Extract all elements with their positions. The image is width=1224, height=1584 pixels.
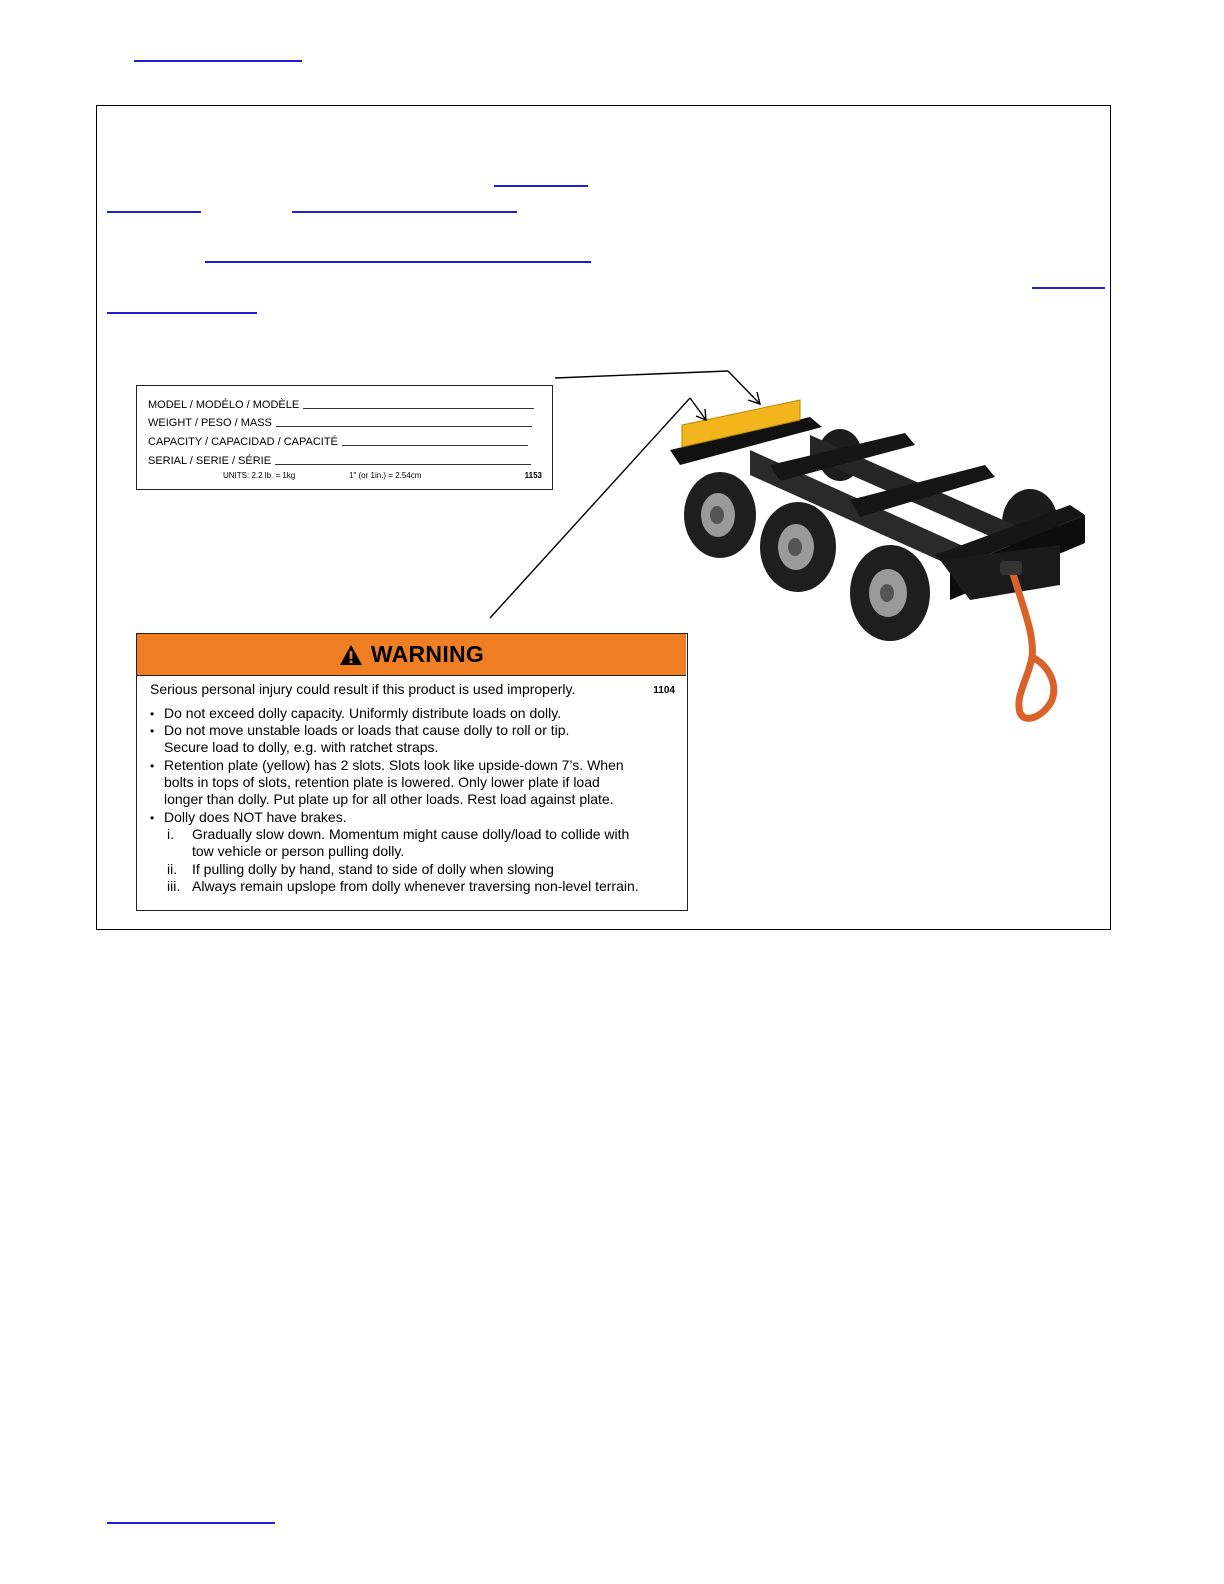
warning-line-11: Always remain upslope from dolly whenever traversing non-level terrain. <box>192 878 639 894</box>
numeral-iii: iii. <box>167 878 181 894</box>
id-row-capacity: CAPACITY / CAPACIDAD / CAPACITÉ <box>148 432 528 448</box>
warning-line-4: Retention plate (yellow) has 2 slots. Slots look like upside-down 7’s. When <box>164 757 624 773</box>
warning-header <box>137 634 686 676</box>
units-conversion: UNITS: 2.2 lb. = 1kg <box>223 471 296 480</box>
id-row-weight: WEIGHT / PESO / MASS <box>148 413 532 429</box>
warning-line-5: bolts in tops of slots, retention plate is lowered. Only lower plate if load <box>164 774 600 790</box>
bullet-4: • <box>150 811 155 825</box>
tow-strap <box>1012 570 1054 718</box>
bullet-2: • <box>150 724 155 738</box>
warning-triangle-icon <box>339 644 363 666</box>
warning-line-10: If pulling dolly by hand, stand to side of dolly when slowing <box>192 861 554 877</box>
warning-line-3: Secure load to dolly, e.g. with ratchet straps. <box>164 739 439 755</box>
dolly-image <box>660 395 1100 725</box>
identification-label <box>136 385 553 490</box>
bullet-3: • <box>150 759 155 773</box>
id-row-serial: SERIAL / SERIE / SÉRIE <box>148 451 531 467</box>
bullet-1: • <box>150 707 155 721</box>
label-code: 1153 <box>524 471 542 480</box>
warning-line-9: tow vehicle or person pulling dolly. <box>192 843 405 859</box>
numeral-i: i. <box>167 826 174 842</box>
id-row-model: MODEL / MODÉLO / MODÈLE <box>148 395 534 411</box>
footer-link[interactable] <box>107 1522 275 1524</box>
numeral-ii: ii. <box>167 861 178 877</box>
warning-intro: Serious personal injury could result if this product is used improperly. <box>150 681 576 697</box>
warning-line-2: Do not move unstable loads or loads that cause dolly to roll or tip. <box>164 722 570 738</box>
warning-code: 1104 <box>653 685 675 696</box>
strap-buckle <box>1000 561 1022 575</box>
header-link[interactable] <box>134 60 302 62</box>
inch-conversion: 1" (or 1in.) = 2.54cm <box>349 471 422 480</box>
warning-line-8: Gradually slow down. Momentum might cause dolly/load to collide with <box>192 826 630 842</box>
warning-label <box>136 633 688 911</box>
warning-line-1: Do not exceed dolly capacity. Uniformly distribute loads on dolly. <box>164 705 562 721</box>
warning-line-7: Dolly does NOT have brakes. <box>164 809 347 825</box>
warning-title: WARNING <box>370 641 485 667</box>
warning-line-6: longer than dolly. Put plate up for all other loads. Rest load against plate. <box>164 791 614 807</box>
